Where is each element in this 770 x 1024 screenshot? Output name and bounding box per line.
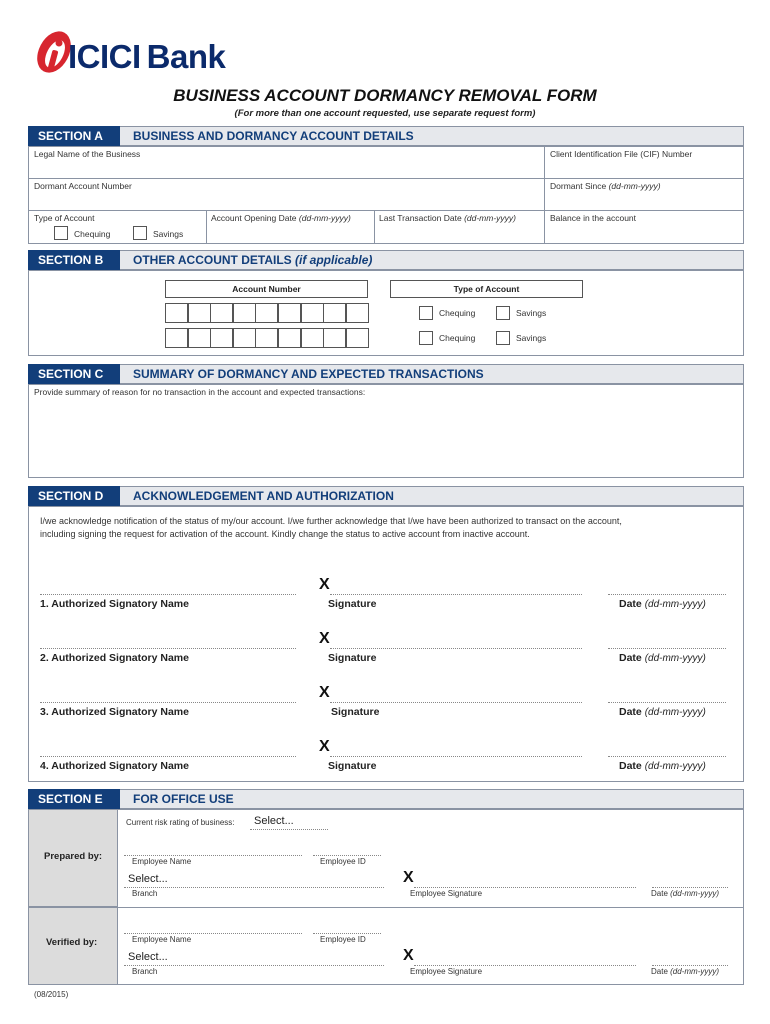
date-line[interactable] [608, 756, 726, 757]
signature-line[interactable] [330, 648, 582, 649]
account-number-digit-cell[interactable] [255, 303, 278, 323]
account-number-digit-cell[interactable] [210, 328, 233, 348]
date-format: (dd-mm-yyyy) [644, 761, 706, 772]
signature-label: Signature [328, 652, 377, 664]
divider [544, 146, 545, 244]
acknowledgement-line-1: I/we acknowledge notification of the status of my/our account. I/we further acknowledge that I/we have been authorized to transact on the account, [40, 516, 622, 526]
section-d-title: ACKNOWLEDGEMENT AND AUTHORIZATION [133, 489, 394, 503]
signature-x-mark: X [319, 738, 330, 755]
acknowledgement-line-2: including signing the request for activation of the account. Kindly change the status to active account from inactive account. [40, 529, 530, 539]
signature-label: Signature [328, 598, 377, 610]
prepared-date-text: Date [651, 889, 668, 898]
section-d-tag: SECTION D [28, 486, 120, 506]
prepared-employee-id-label: Employee ID [320, 857, 366, 866]
risk-rating-select[interactable]: Select... [254, 815, 294, 827]
logo-wordmark [68, 38, 225, 76]
signature-label: Signature [328, 760, 377, 772]
opening-date-label [211, 213, 351, 223]
divider [28, 210, 744, 211]
signatory-name-line[interactable] [40, 756, 296, 757]
date-format: (dd-mm-yyyy) [644, 707, 706, 718]
date-text: Date [619, 706, 642, 718]
signature-line[interactable] [330, 702, 582, 703]
last-txn-date-label [379, 213, 516, 223]
date-text: Date [619, 760, 642, 772]
opening-date-fmt: (dd-mm-yyyy) [298, 213, 351, 223]
prepared-branch-label: Branch [132, 889, 158, 898]
date-format: (dd-mm-yyyy) [644, 653, 706, 664]
summary-textarea[interactable] [28, 384, 744, 478]
dormant-since-label [550, 181, 661, 191]
chequing-checkbox[interactable] [54, 226, 68, 240]
type-of-account-header: Type of Account [390, 280, 583, 298]
account-number-digit-cell[interactable] [346, 303, 369, 323]
verified-by-label: Verified by: [46, 937, 98, 948]
row1-savings-checkbox[interactable] [496, 306, 510, 320]
type-of-account-label: Type of Account [34, 213, 95, 223]
section-b-body [28, 270, 744, 356]
prepared-signature-line[interactable] [414, 887, 636, 888]
signatory-name-label: 3. Authorized Signatory Name [40, 706, 189, 718]
prepared-date-format: (dd-mm-yyyy) [670, 889, 720, 898]
prepared-employee-id-line[interactable] [313, 855, 381, 856]
verified-branch-line [124, 965, 384, 966]
verified-signature-x-mark: X [403, 947, 414, 964]
row2-savings-label: Savings [516, 333, 547, 343]
signature-x-mark: X [319, 630, 330, 647]
account-number-digit-cell[interactable] [188, 303, 211, 323]
signatory-name-line[interactable] [40, 594, 296, 595]
signatory-name-label: 1. Authorized Signatory Name [40, 598, 189, 610]
savings-label: Savings [153, 229, 184, 239]
section-a-title: BUSINESS AND DORMANCY ACCOUNT DETAILS [133, 129, 414, 143]
date-label [619, 652, 706, 664]
signature-line[interactable] [330, 594, 582, 595]
account-number-digit-cell[interactable] [165, 328, 188, 348]
prepared-by-label: Prepared by: [44, 851, 103, 862]
section-e-tag: SECTION E [28, 789, 120, 809]
prepared-employee-name-label: Employee Name [132, 857, 192, 866]
prepared-branch-select[interactable]: Select... [128, 873, 168, 885]
signature-x-mark: X [319, 684, 330, 701]
account-number-digit-cell[interactable] [278, 328, 301, 348]
prepared-signature-x-mark: X [403, 869, 414, 886]
date-label [619, 598, 706, 610]
section-a-tag: SECTION A [28, 126, 120, 146]
account-number-digit-cell[interactable] [233, 328, 256, 348]
dormant-since-text: Dormant Since [550, 181, 607, 191]
signatory-name-line[interactable] [40, 702, 296, 703]
date-label [619, 706, 706, 718]
account-number-digit-cell[interactable] [233, 303, 256, 323]
section-c-tag: SECTION C [28, 364, 120, 384]
date-line[interactable] [608, 702, 726, 703]
account-number-digit-cell[interactable] [165, 303, 188, 323]
section-b-tag: SECTION B [28, 250, 120, 270]
section-b-title [133, 250, 372, 270]
dormant-account-label: Dormant Account Number [34, 181, 132, 191]
verified-employee-name-line[interactable] [124, 933, 302, 934]
signature-line[interactable] [330, 756, 582, 757]
legal-name-label: Legal Name of the Business [34, 149, 141, 159]
account-number-digit-cell[interactable] [301, 328, 324, 348]
account-number-digit-cell[interactable] [323, 303, 346, 323]
account-number-digit-cell[interactable] [255, 328, 278, 348]
date-line[interactable] [608, 594, 726, 595]
form-version: (08/2015) [34, 990, 69, 999]
risk-rating-underline [250, 829, 328, 830]
prepared-date-line[interactable] [652, 887, 728, 888]
verified-employee-id-line[interactable] [313, 933, 381, 934]
savings-checkbox[interactable] [133, 226, 147, 240]
signature-x-mark: X [319, 576, 330, 593]
prepared-date-label [651, 889, 719, 898]
signature-label: Signature [331, 706, 380, 718]
account-number-digit-cell[interactable] [210, 303, 233, 323]
section-d-body [28, 506, 744, 782]
date-line[interactable] [608, 648, 726, 649]
account-number-digit-cell[interactable] [323, 328, 346, 348]
verified-branch-label: Branch [132, 967, 158, 976]
prepared-employee-name-line[interactable] [124, 855, 302, 856]
cif-label: Client Identification File (CIF) Number [550, 149, 693, 159]
account-number-digit-cell[interactable] [188, 328, 211, 348]
section-c-title: SUMMARY OF DORMANCY AND EXPECTED TRANSACTIONS [133, 367, 484, 381]
verified-date-format: (dd-mm-yyyy) [670, 967, 720, 976]
prepared-employee-signature-label: Employee Signature [410, 889, 483, 898]
section-e-title: FOR OFFICE USE [133, 792, 234, 806]
summary-prompt: Provide summary of reason for no transaction in the account and expected transactions: [34, 387, 366, 397]
row2-chequing-label: Chequing [439, 333, 476, 343]
account-number-digit-cell[interactable] [301, 303, 324, 323]
date-text: Date [619, 598, 642, 610]
logo-bank: Bank [146, 38, 226, 75]
last-txn-date-text: Last Transaction Date [379, 213, 462, 223]
form-subtitle: (For more than one account requested, use separate request form) [234, 108, 536, 119]
verified-employee-id-label: Employee ID [320, 935, 366, 944]
date-format: (dd-mm-yyyy) [644, 599, 706, 610]
last-txn-date-fmt: (dd-mm-yyyy) [464, 213, 517, 223]
date-label [619, 760, 706, 772]
dormant-since-fmt: (dd-mm-yyyy) [608, 181, 661, 191]
verified-date-text: Date [651, 967, 668, 976]
verified-date-label [651, 967, 719, 976]
risk-rating-label: Current risk rating of business: [126, 818, 235, 827]
prepared-branch-line [124, 887, 384, 888]
section-b-title-text: OTHER ACCOUNT DETAILS [133, 253, 292, 267]
divider [118, 907, 744, 908]
balance-label: Balance in the account [550, 213, 637, 223]
signatory-name-label: 4. Authorized Signatory Name [40, 760, 189, 772]
verified-date-line[interactable] [652, 965, 728, 966]
verified-branch-select[interactable]: Select... [128, 951, 168, 963]
account-number-digit-cell[interactable] [278, 303, 301, 323]
opening-date-text: Account Opening Date [211, 213, 297, 223]
row1-chequing-checkbox[interactable] [419, 306, 433, 320]
account-number-header: Account Number [165, 280, 368, 298]
row1-savings-label: Savings [516, 308, 547, 318]
verified-signature-line[interactable] [414, 965, 636, 966]
row1-chequing-label: Chequing [439, 308, 476, 318]
divider [374, 210, 375, 244]
row2-savings-checkbox[interactable] [496, 331, 510, 345]
account-number-digit-cell[interactable] [346, 328, 369, 348]
date-text: Date [619, 652, 642, 664]
signatory-name-line[interactable] [40, 648, 296, 649]
logo-brand: ICICI [68, 38, 141, 75]
chequing-label: Chequing [74, 229, 111, 239]
row2-chequing-checkbox[interactable] [419, 331, 433, 345]
section-b-title-suffix: (if applicable) [295, 253, 373, 267]
verified-employee-signature-label: Employee Signature [410, 967, 483, 976]
signatory-name-label: 2. Authorized Signatory Name [40, 652, 189, 664]
divider [206, 210, 207, 244]
verified-employee-name-label: Employee Name [132, 935, 192, 944]
form-title: BUSINESS ACCOUNT DORMANCY REMOVAL FORM [173, 86, 597, 105]
divider [28, 178, 744, 179]
